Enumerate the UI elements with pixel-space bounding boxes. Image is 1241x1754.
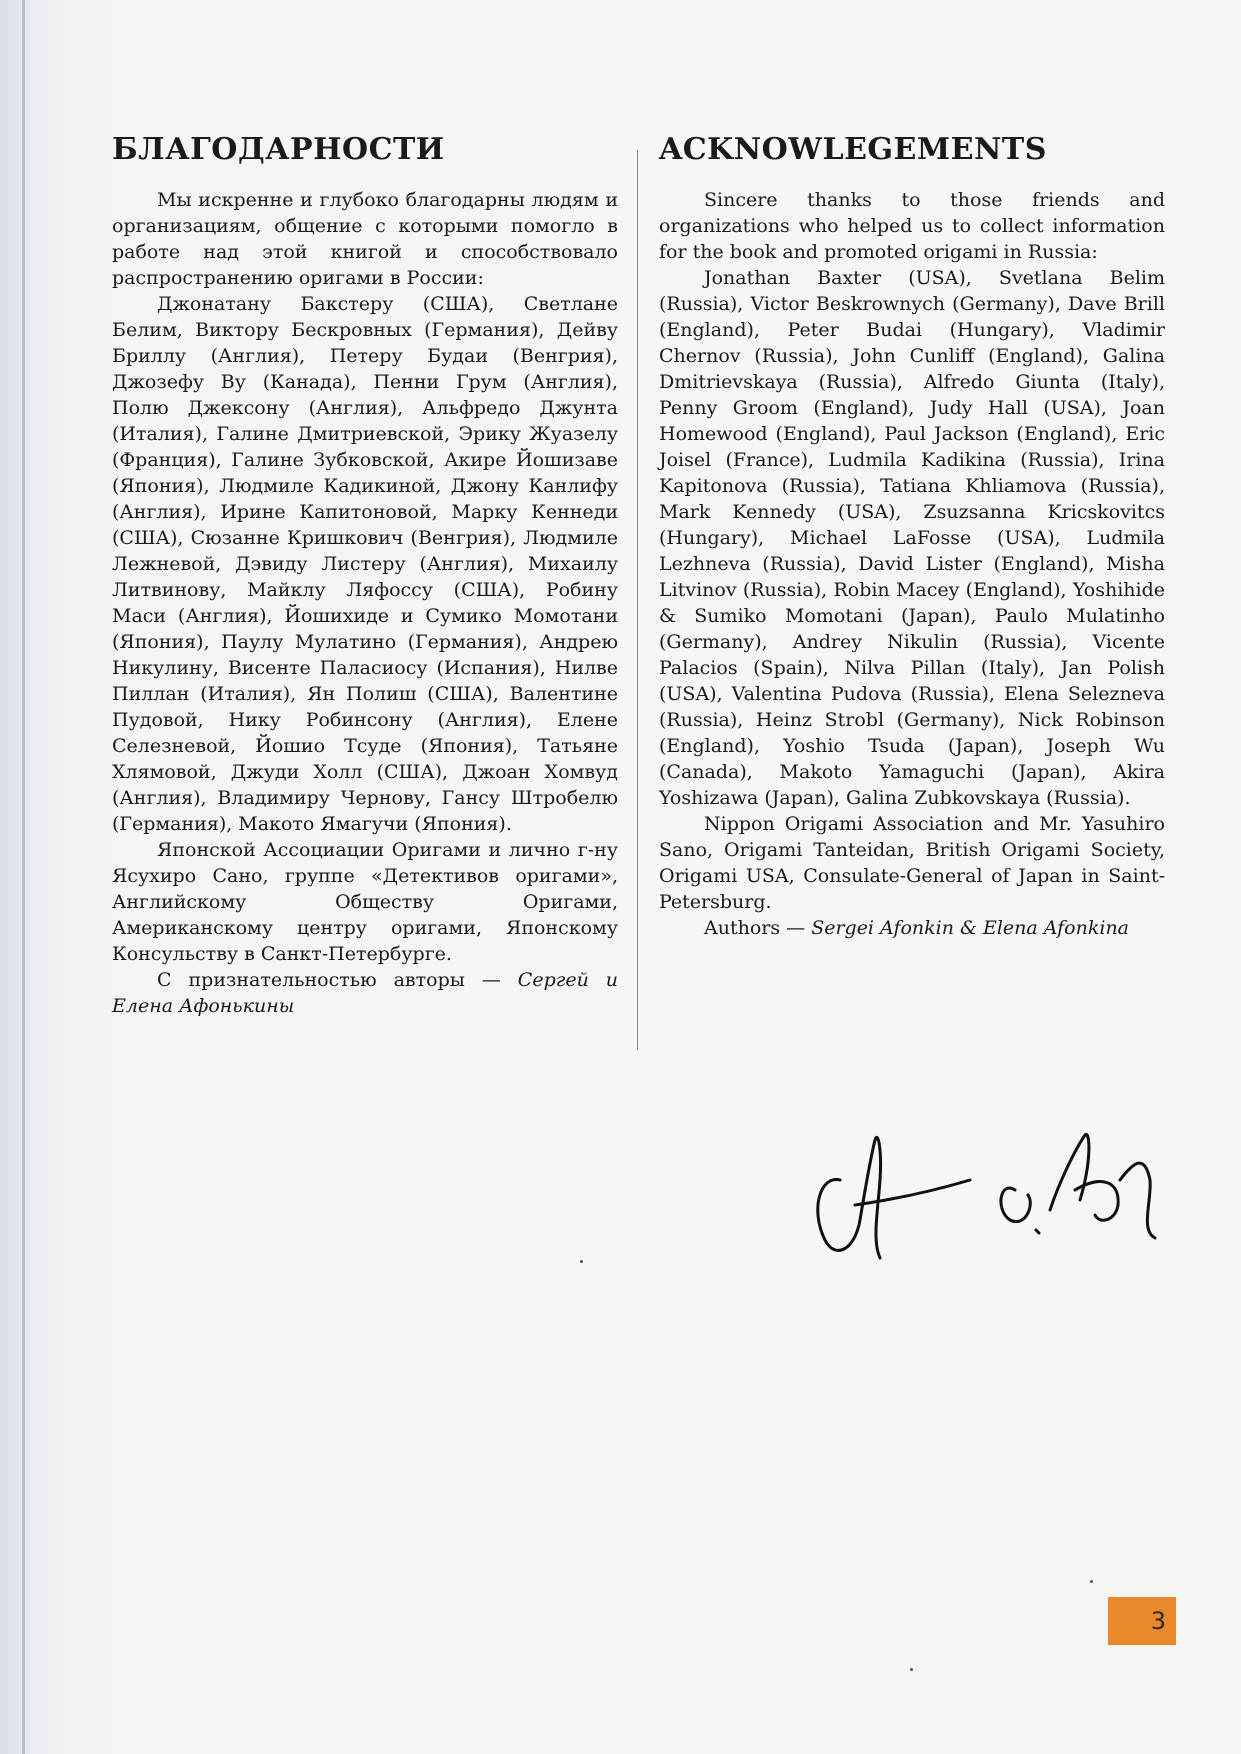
english-intro-paragraph: Sincere thanks to those friends and organizations who helped us to collect information for the book and promoted origami in Russia: <box>659 189 1165 263</box>
binding-edge <box>22 0 25 1754</box>
column-divider <box>637 150 638 1050</box>
russian-closing-prefix: С признательностью авторы — <box>157 969 518 991</box>
russian-column <box>112 133 618 1019</box>
print-speck <box>1090 1580 1093 1583</box>
russian-closing-names: Сергей и Елена Афонькины <box>112 969 619 1017</box>
print-speck <box>910 1668 913 1671</box>
russian-names-paragraph: Джонатану Бакстеру (США), Светлане Белим, Виктору Бескровных (Германия), Дейву Бриллу (Англия), Петеру Будаи (Венгрия), Джозефу Ву (Канада), Пенни Грум (Англия), Полю Джексону (Англия), Альфредо Джунта (Италия), Галине Дмитриевской, Эрику Жуазелу (Франция), Галине Зубковской, Акире Йошизаве (Япония), Людмиле Кадикиной, Джону Канлифу (Англия), Ирине Капитоновой, Марку Кеннеди (США), Сюзанне Кришкович (Венгрия), Людмиле Лежневой, Дэвиду Листеру (Англия), Михаилу Литвинову, Майклу Ляфоссу (США), Робину Маси (Англия), Йошихиде и Сумико Момотани (Япония), Паулу Мулатино (Германия), Андрею Никулину, Висенте Паласиосу (Испания), Нилве Пиллан (Италия), Ян Полиш (США), Валентине Пудовой, Нику Робинсону (Англия), Елене Селезневой, Йошио Тсуде (Япония), Татьяне Хлямовой, Джуди Холл (США), Джоан Хомвуд (Англия), Владимиру Чернову, Гансу Штробелю (Германия), Макото Ямагучи (Япония). <box>112 293 618 835</box>
author-signatures <box>800 1120 1180 1270</box>
english-closing-prefix: Authors — <box>704 917 812 939</box>
english-heading: ACKNOWLEGEMENTS <box>659 132 1047 167</box>
signature-second <box>1001 1134 1155 1238</box>
english-organizations-paragraph: Nippon Origami Association and Mr. Yasuhiro Sano, Origami Tanteidan, British Origami Society, Origami USA, Consulate-General of Japan in Saint-Petersburg. <box>659 813 1165 913</box>
english-names-paragraph: Jonathan Baxter (USA), Svetlana Belim (Russia), Victor Beskrownych (Germany), Dave Brill (England), Peter Budai (Hungary), Vladimir Chernov (Russia), John Cunliff (England), Galina Dmitrievskaya (Russia), Alfredo Giunta (Italy), Penny Groom (England), Judy Hall (USA), Joan Homewood (England), Paul Jackson (England), Eric Joisel (France), Ludmila Kadikina (Russia), Irina Kapitonova (Russia), Tatiana Khliamova (Russia), Mark Kennedy (USA), Zsuzsanna Kricskovitcs (Hungary), Michael LaFosse (USA), Ludmila Lezhneva (Russia), David Lister (England), Misha Litvinov (Russia), Robin Macey (England), Yoshihide & Sumiko Momotani (Japan), Paulo Mulatinho (Germany), Andrey Nikulin (Russia), Vicente Palacios (Spain), Nilva Pillan (Italy), Jan Polish (USA), Valentina Pudova (Russia), Elena Selezneva (Russia), Heinz Strobl (Germany), Nick Robinson (England), Yoshio Tsuda (Japan), Joseph Wu (Canada), Makoto Yamaguchi (Japan), Akira Yoshizawa (Japan), Galina Zubkovskaya (Russia). <box>659 267 1165 809</box>
english-column <box>659 133 1165 941</box>
signature-first <box>818 1137 970 1258</box>
page-number-badge: 3 <box>1108 1597 1176 1645</box>
russian-closing <box>112 967 618 1019</box>
english-closing-names: Sergei Afonkin & Elena Afonkina <box>811 917 1130 939</box>
russian-intro-paragraph: Мы искренне и глубоко благодарны людям и организациям, общение с которыми помогло в работе над этой книгой и способствовало распространению оригами в России: <box>112 189 618 289</box>
english-closing <box>659 915 1165 941</box>
print-speck <box>580 1260 583 1263</box>
russian-heading: БЛАГОДАРНОСТИ <box>112 132 445 167</box>
russian-organizations-paragraph: Японской Ассоциации Оригами и лично г-ну Ясухиро Сано, группе «Детективов оригами», Английскому Обществу Оригами, Американскому центру оригами, Японскому Консульству в Санкт-Петербурге. <box>112 839 618 965</box>
